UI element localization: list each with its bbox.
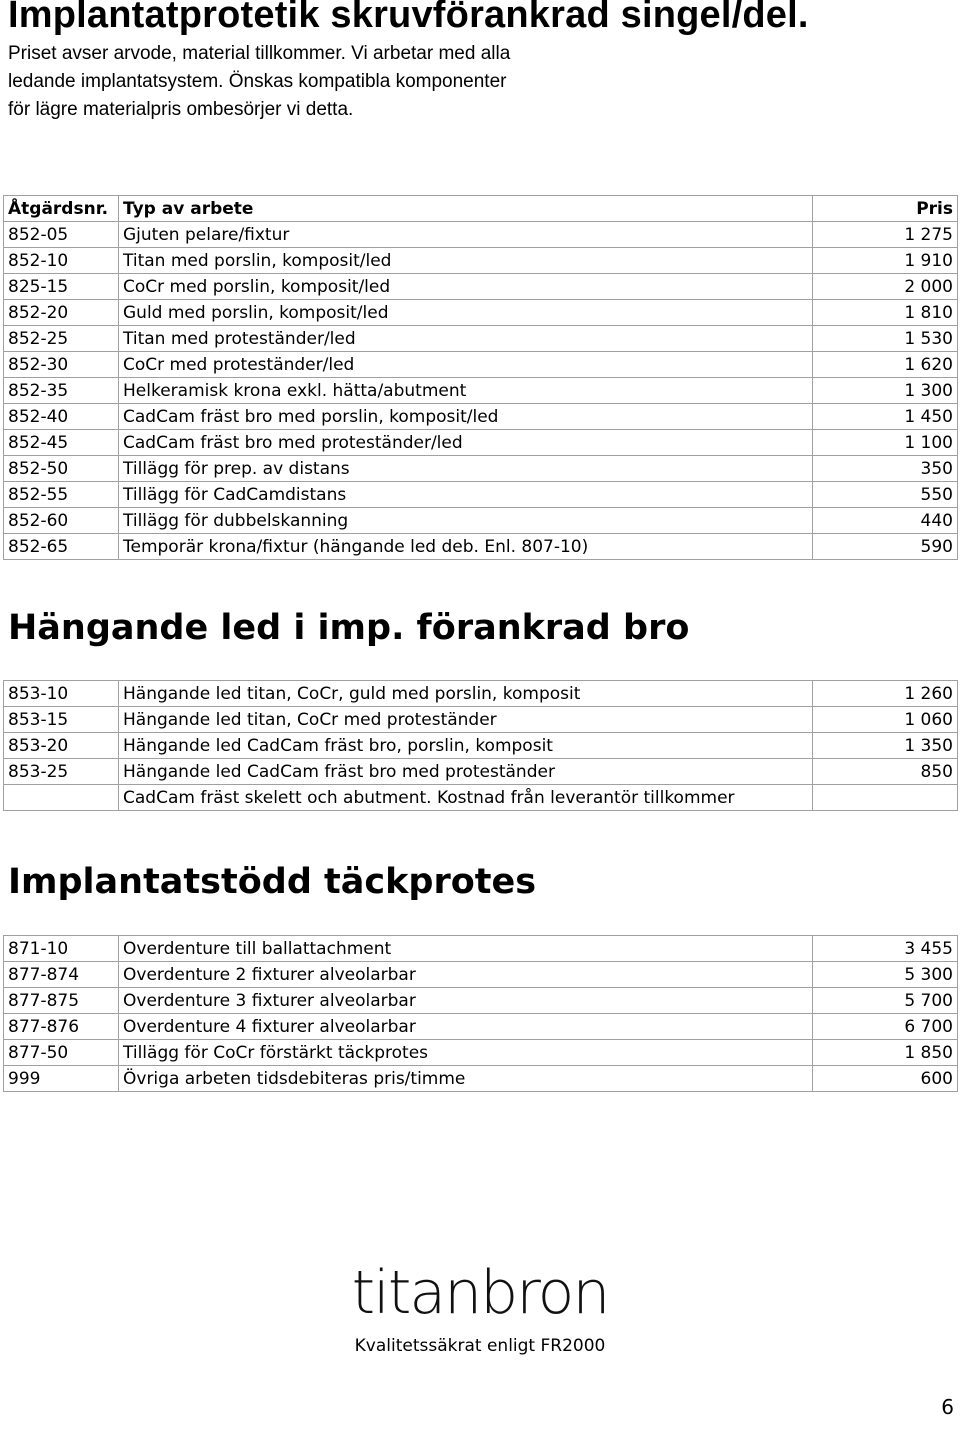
- row-code: 852-50: [4, 456, 119, 482]
- quality-tagline: Kvalitetssäkrat enligt FR2000: [354, 1336, 606, 1356]
- row-code: 877-874: [4, 962, 119, 988]
- row-description: Hängande led CadCam fräst bro, porslin, komposit: [119, 733, 813, 759]
- row-code: 999: [4, 1066, 119, 1092]
- table-row: [4, 326, 958, 352]
- row-code: 852-05: [4, 222, 119, 248]
- row-price: 1 300: [813, 378, 958, 404]
- row-description: Hängande led titan, CoCr, guld med porslin, komposit: [119, 681, 813, 707]
- table-row: [4, 456, 958, 482]
- row-description: Övriga arbeten tidsdebiteras pris/timme: [119, 1066, 813, 1092]
- table-row: [4, 274, 958, 300]
- table-row: [4, 430, 958, 456]
- row-code: 853-15: [4, 707, 119, 733]
- row-description: CoCr med porslin, komposit/led: [119, 274, 813, 300]
- row-description: Overdenture 2 fixturer alveolarbar: [119, 962, 813, 988]
- row-description: CadCam fräst skelett och abutment. Kostnad från leverantör tillkommer: [119, 785, 813, 811]
- row-code: 852-10: [4, 248, 119, 274]
- row-price: 1 100: [813, 430, 958, 456]
- row-code: 852-65: [4, 534, 119, 560]
- table-row: [4, 1066, 958, 1092]
- row-description: CadCam fräst bro med proteständer/led: [119, 430, 813, 456]
- row-description: Tillägg för dubbelskanning: [119, 508, 813, 534]
- row-code: 877-876: [4, 1014, 119, 1040]
- row-description: Tillägg för prep. av distans: [119, 456, 813, 482]
- row-description: Tillägg för CadCamdistans: [119, 482, 813, 508]
- row-code: 877-875: [4, 988, 119, 1014]
- section-title-bridge: Hängande led i imp. förankrad bro: [8, 608, 690, 648]
- section-title-overdenture: Implantatstödd täckprotes: [8, 862, 537, 902]
- row-description: CadCam fräst bro med porslin, komposit/led: [119, 404, 813, 430]
- row-price: 5 300: [813, 962, 958, 988]
- table-row: [4, 1014, 958, 1040]
- row-description: Overdenture till ballattachment: [119, 936, 813, 962]
- price-table-single: [3, 195, 958, 560]
- row-price: 5 700: [813, 988, 958, 1014]
- row-price: 1 350: [813, 733, 958, 759]
- table-row: [4, 733, 958, 759]
- row-description: Hängande led CadCam fräst bro med proteständer: [119, 759, 813, 785]
- row-description: Gjuten pelare/fixtur: [119, 222, 813, 248]
- table-row: [4, 534, 958, 560]
- table-row: [4, 482, 958, 508]
- row-price: [813, 785, 958, 811]
- intro-text: [8, 40, 510, 124]
- row-code: 853-10: [4, 681, 119, 707]
- header-price: Pris: [813, 196, 958, 222]
- row-code: 853-25: [4, 759, 119, 785]
- table-row: [4, 1040, 958, 1066]
- row-code: 852-55: [4, 482, 119, 508]
- table-row: [4, 404, 958, 430]
- row-description: Temporär krona/fixtur (hängande led deb. Enl. 807-10): [119, 534, 813, 560]
- row-price: 1 910: [813, 248, 958, 274]
- row-price: 2 000: [813, 274, 958, 300]
- row-price: 1 620: [813, 352, 958, 378]
- row-description: Guld med porslin, komposit/led: [119, 300, 813, 326]
- intro-line: ledande implantatsystem. Önskas kompatibla komponenter: [8, 71, 507, 92]
- row-code: [4, 785, 119, 811]
- row-code: 852-40: [4, 404, 119, 430]
- row-description: Hängande led titan, CoCr med proteständer: [119, 707, 813, 733]
- row-code: 852-60: [4, 508, 119, 534]
- row-price: 6 700: [813, 1014, 958, 1040]
- table-row: [4, 785, 958, 811]
- table-row: [4, 352, 958, 378]
- row-price: 1 275: [813, 222, 958, 248]
- table-row: [4, 988, 958, 1014]
- row-price: 1 850: [813, 1040, 958, 1066]
- price-table-bridge: [3, 680, 958, 811]
- table-row: [4, 962, 958, 988]
- page-number: 6: [941, 1395, 954, 1419]
- row-price: 850: [813, 759, 958, 785]
- row-description: Tillägg för CoCr förstärkt täckprotes: [119, 1040, 813, 1066]
- row-price: 590: [813, 534, 958, 560]
- row-code: 852-45: [4, 430, 119, 456]
- header-description: Typ av arbete: [119, 196, 813, 222]
- table-header-row: [4, 196, 958, 222]
- row-code: 871-10: [4, 936, 119, 962]
- row-description: CoCr med proteständer/led: [119, 352, 813, 378]
- row-price: 3 455: [813, 936, 958, 962]
- row-price: 550: [813, 482, 958, 508]
- row-price: 1 060: [813, 707, 958, 733]
- row-description: Helkeramisk krona exkl. hätta/abutment: [119, 378, 813, 404]
- header-code: Åtgärdsnr.: [4, 196, 119, 222]
- company-logo: titanbron: [351, 1258, 609, 1328]
- table-row: [4, 222, 958, 248]
- row-code: 825-15: [4, 274, 119, 300]
- table-row: [4, 508, 958, 534]
- row-price: 600: [813, 1066, 958, 1092]
- row-code: 852-20: [4, 300, 119, 326]
- row-price: 440: [813, 508, 958, 534]
- table-row: [4, 378, 958, 404]
- table-row: [4, 936, 958, 962]
- row-price: 350: [813, 456, 958, 482]
- row-description: Titan med proteständer/led: [119, 326, 813, 352]
- row-description: Overdenture 4 fixturer alveolarbar: [119, 1014, 813, 1040]
- table-row: [4, 759, 958, 785]
- row-price: 1 530: [813, 326, 958, 352]
- row-description: Titan med porslin, komposit/led: [119, 248, 813, 274]
- row-code: 877-50: [4, 1040, 119, 1066]
- page-title: Implantatprotetik skruvförankrad singel/del.: [8, 0, 809, 36]
- row-code: 852-30: [4, 352, 119, 378]
- table-row: [4, 681, 958, 707]
- table-row: [4, 300, 958, 326]
- row-code: 852-25: [4, 326, 119, 352]
- row-price: 1 260: [813, 681, 958, 707]
- row-code: 852-35: [4, 378, 119, 404]
- table-row: [4, 248, 958, 274]
- table-row: [4, 707, 958, 733]
- row-code: 853-20: [4, 733, 119, 759]
- row-price: 1 450: [813, 404, 958, 430]
- row-description: Overdenture 3 fixturer alveolarbar: [119, 988, 813, 1014]
- price-table-overdenture: [3, 935, 958, 1092]
- intro-line: Priset avser arvode, material tillkommer. Vi arbetar med alla: [8, 43, 511, 64]
- intro-line: för lägre materialpris ombesörjer vi detta.: [8, 99, 354, 120]
- row-price: 1 810: [813, 300, 958, 326]
